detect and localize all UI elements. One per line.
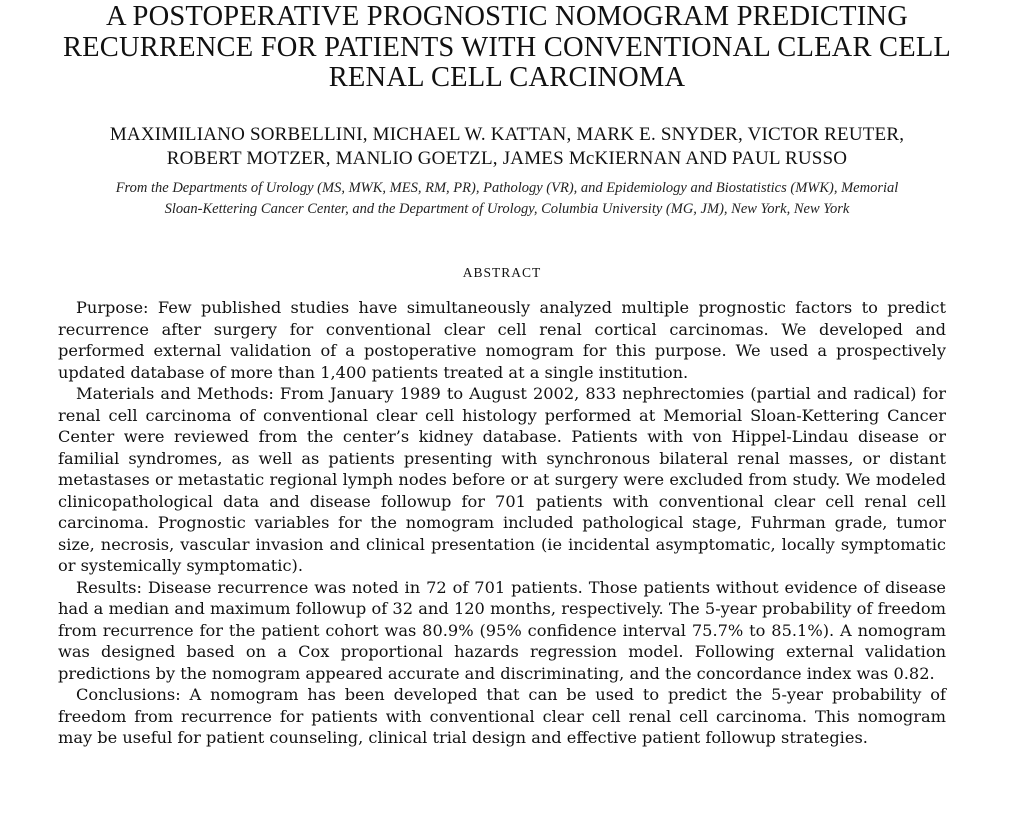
affiliation-line: From the Departments of Urology (MS, MWK, MES, RM, PR), Pathology (VR), and Epidemiology and Biostatistics (MWK), Memorial: [115, 180, 899, 196]
abstract-heading: ABSTRACT: [462, 265, 542, 280]
abstract-body: [58, 297, 946, 749]
paper-title: [0, 2, 1014, 94]
abstract-conclusions: Conclusions: A nomogram has been developed that can be used to predict the 5-year probability of freedom from recurrence for patients with conventional clear cell renal cell carcinoma. This nomogram may be useful for patient counseling, clinical trial design and effective patient followup strategies.: [58, 685, 946, 747]
abstract-methods: Materials and Methods: From January 1989 to August 2002, 833 nephrectomies (partial and radical) for renal cell carcinoma of conventional clear cell histology performed at Memorial Sloan-Kettering Cancer Center were reviewed from the center’s kidney database. Patients with von Hippel-Lindau disease or familial syndromes, as well as patients presenting with synchronous bilateral renal masses, or distant metastases or metastatic regional lymph nodes before or at surgery were excluded from study. We modeled clinicopathological data and disease followup for 701 patients with conventional clear cell renal cell carcinoma. Prognostic variables for the nomogram included pathological stage, Fuhrman grade, tumor size, necrosis, vascular invasion and clinical presentation (ie incidental asymptomatic, locally symptomatic or systemically symptomatic).: [58, 384, 946, 575]
title-line: RENAL CELL CARCINOMA: [328, 62, 686, 93]
author-list: [0, 123, 1014, 171]
affiliation-line: Sloan-Kettering Cancer Center, and the Department of Urology, Columbia University (MG, JM), New York, New York: [164, 201, 850, 217]
author-line: MAXIMILIANO SORBELLINI, MICHAEL W. KATTAN, MARK E. SNYDER, VICTOR REUTER,: [109, 124, 905, 145]
title-line: A POSTOPERATIVE PROGNOSTIC NOMOGRAM PREDICTING: [105, 1, 908, 32]
title-line: RECURRENCE FOR PATIENTS WITH CONVENTIONAL CLEAR CELL: [62, 31, 952, 63]
abstract-results: Results: Disease recurrence was noted in 72 of 701 patients. Those patients without evidence of disease had a median and maximum followup of 32 and 120 months, respectively. The 5-year probability of freedom from recurrence for the patient cohort was 80.9% (95% confidence interval 75.7% to 85.1%). A nomogram was designed based on a Cox proportional hazards regression model. Following external validation predictions by the nomogram appeared accurate and discriminating, and the concordance index was 0.82.: [58, 577, 946, 683]
affiliations: [0, 178, 1014, 220]
abstract-purpose: Purpose: Few published studies have simultaneously analyzed multiple prognostic factors to predict recurrence after surgery for conventional clear cell renal cortical carcinomas. We developed and performed external validation of a postoperative nomogram for this purpose. We used a prospectively updated database of more than 1,400 patients treated at a single institution.: [58, 298, 946, 382]
author-line: ROBERT MOTZER, MANLIO GOETZL, JAMES McKIERNAN AND PAUL RUSSO: [166, 148, 848, 169]
